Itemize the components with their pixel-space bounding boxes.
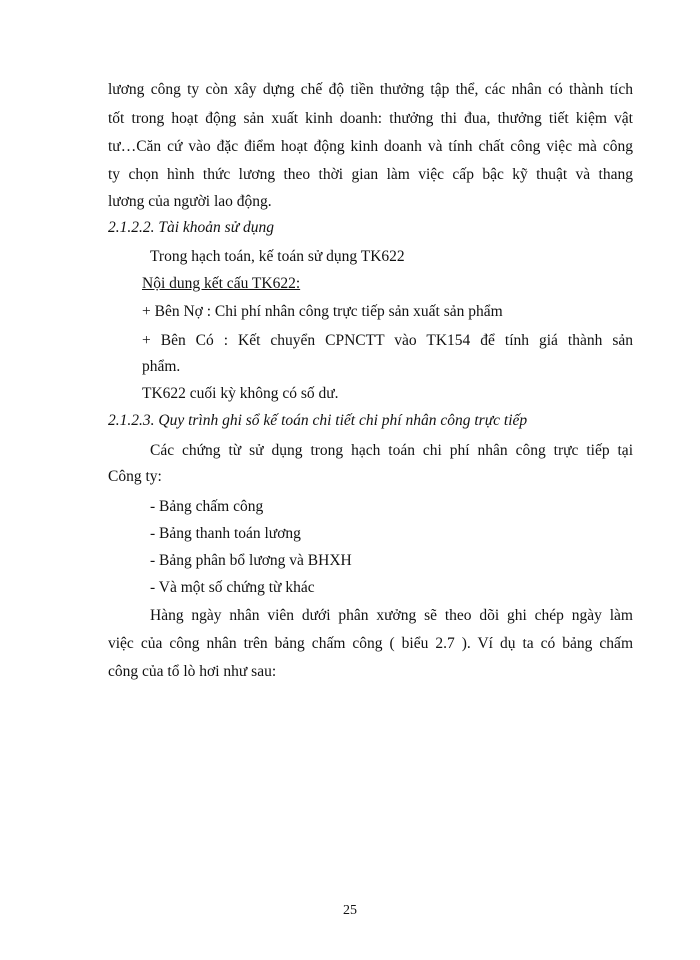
section-heading-2-1-2-3: 2.1.2.3. Quy trình ghi sổ kế toán chi tiết chi phí nhân công trực tiếp bbox=[108, 412, 528, 429]
paragraph-line-5: lương của người lao động. bbox=[108, 193, 272, 210]
structure-title-text: Nội dung kết cấu TK622: bbox=[142, 275, 301, 292]
structure-title bbox=[142, 274, 632, 294]
final-paragraph-line-3: công của tổ lò hơi như sau: bbox=[108, 663, 277, 680]
paragraph-line-3: tư…Căn cứ vào đặc điểm hoạt động kinh doanh và tính chất công việc mà công bbox=[108, 138, 633, 155]
document-item: - Bảng chấm công bbox=[150, 498, 264, 515]
document-item: - Bảng thanh toán lương bbox=[150, 525, 301, 542]
document-item: - Bảng phân bổ lương và BHXH bbox=[150, 552, 352, 569]
debit-side: + Bên Nợ : Chi phí nhân công trực tiếp sản xuất sản phẩm bbox=[142, 303, 503, 320]
closing-balance-note: TK622 cuối kỳ không có số dư. bbox=[142, 385, 339, 402]
document-item: - Và một số chứng từ khác bbox=[150, 579, 315, 596]
paragraph-line-1: lương công ty còn xây dựng chế độ tiền thưởng tập thể, các nhân có thành tích bbox=[108, 81, 633, 98]
credit-side-line-1: + Bên Có : Kết chuyển CPNCTT vào TK154 để tính giá thành sản bbox=[142, 332, 633, 349]
page-number: 25 bbox=[343, 903, 357, 918]
final-paragraph-line-1: Hàng ngày nhân viên dưới phân xưởng sẽ theo dõi ghi chép ngày làm bbox=[150, 607, 633, 624]
documents-intro-line-2: Công ty: bbox=[108, 468, 162, 485]
account-intro: Trong hạch toán, kế toán sử dụng TK622 bbox=[150, 248, 405, 265]
credit-side-line-2: phẩm. bbox=[142, 358, 181, 375]
paragraph-line-2: tốt trong hoạt động sản xuất kinh doanh: thưởng thi đua, thưởng tiết kiệm vật bbox=[108, 110, 633, 127]
paragraph-line-4: ty chọn hình thức lương theo thời gian làm việc cấp bậc kỹ thuật và thang bbox=[108, 166, 633, 183]
section-heading-2-1-2-2: 2.1.2.2. Tài khoản sử dụng bbox=[108, 219, 275, 236]
final-paragraph-line-2: việc của công nhân trên bảng chấm công ( biểu 2.7 ). Ví dụ ta có bảng chấm bbox=[108, 635, 633, 652]
documents-intro-line-1: Các chứng từ sử dụng trong hạch toán chi phí nhân công trực tiếp tại bbox=[150, 442, 633, 459]
